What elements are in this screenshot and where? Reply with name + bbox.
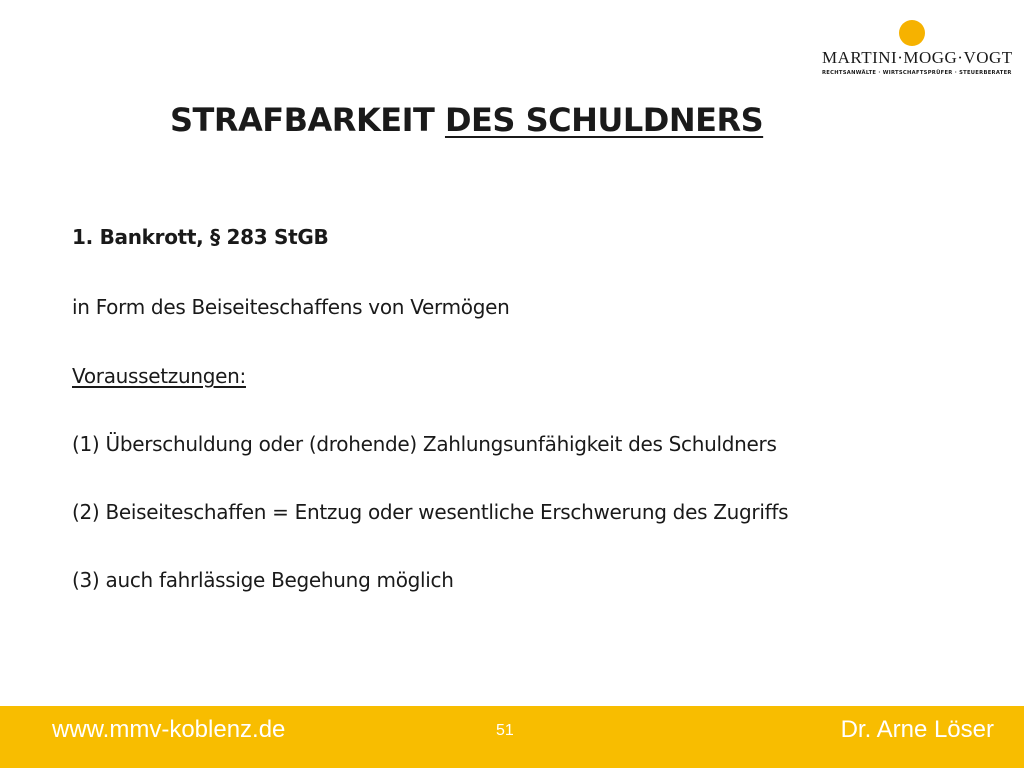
requirements-label: Voraussetzungen: <box>72 364 246 388</box>
logo-name: MARTINI·MOGG·VOGT <box>822 48 1013 67</box>
title-part-2: DES SCHULDNERS <box>444 101 764 139</box>
title-part-1: STRAFBARKEIT <box>170 101 445 139</box>
list-item: (2) Beiseiteschaffen = Entzug oder wesentliche Erschwerung des Zugriffs <box>72 500 789 524</box>
list-item: (1) Überschuldung oder (drohende) Zahlungsunfähigkeit des Schuldners <box>72 432 777 456</box>
page-number: 51 <box>496 722 514 739</box>
footer-author: Dr. Arne Löser <box>840 716 994 743</box>
footer-website-link[interactable]: www.mmv-koblenz.de <box>52 716 286 743</box>
section-heading: 1. Bankrott, § 283 StGB <box>72 225 329 249</box>
slide-title <box>170 96 763 144</box>
footer-bar <box>0 706 1024 768</box>
logo-subtitle: RECHTSANWÄLTE · WIRTSCHAFTSPRÜFER · STEUERBERATER <box>822 70 1012 76</box>
list-item: (3) auch fahrlässige Begehung möglich <box>72 568 454 592</box>
logo-dot-icon <box>899 20 925 46</box>
section-subheading: in Form des Beiseiteschaffens von Vermögen <box>72 295 510 319</box>
company-logo <box>822 20 1013 82</box>
